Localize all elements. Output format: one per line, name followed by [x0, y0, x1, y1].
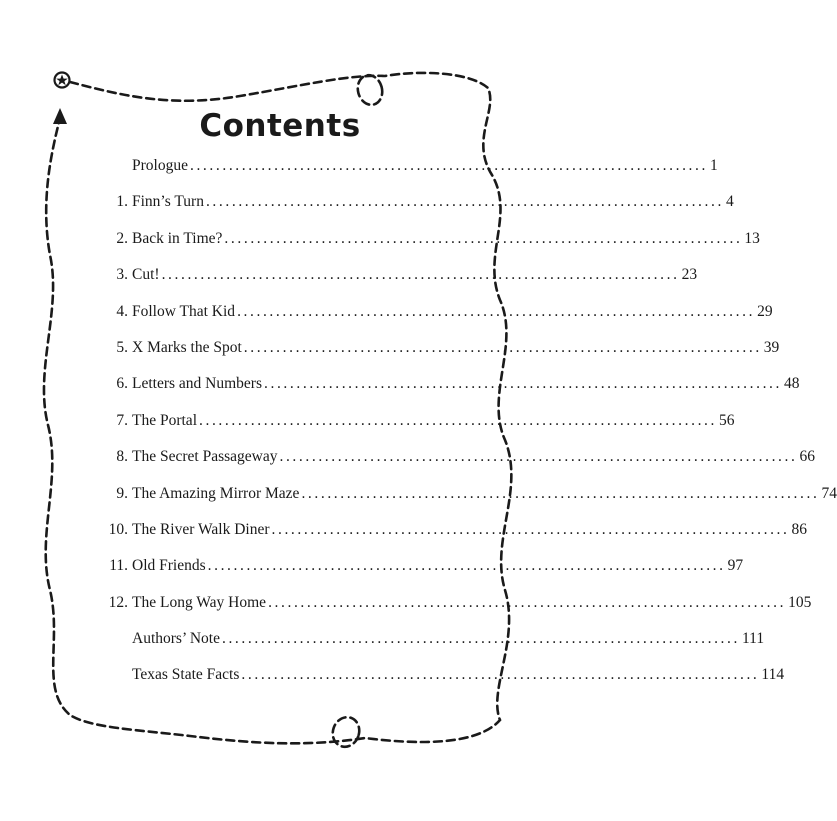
toc-entry-title: Cut!	[132, 266, 160, 284]
toc-dot-leader: ................................................................................	[243, 338, 762, 356]
toc-entry-number: 12.	[108, 593, 128, 611]
toc-entry-number: 7.	[116, 411, 128, 429]
toc-entry-number: 11.	[109, 557, 128, 575]
toc-entry	[96, 193, 734, 229]
toc-entry	[96, 666, 785, 702]
toc-entry	[96, 593, 812, 630]
toc-entry-number: 6.	[116, 375, 128, 393]
toc-dot-leader: ................................................................................	[271, 520, 790, 538]
toc-dot-leader: ................................................................................	[224, 229, 743, 247]
toc-dot-leader: ................................................................................	[241, 666, 760, 684]
toc-entry-page: 13	[744, 229, 760, 247]
toc-entry-number: 1.	[116, 193, 128, 211]
toc-entry-page: 86	[791, 520, 807, 538]
toc-entry-title: The River Walk Diner	[132, 520, 270, 538]
toc-entry-number: 4.	[116, 302, 128, 320]
toc-entry-page: 105	[788, 593, 812, 611]
toc-dot-leader: ................................................................................	[221, 630, 740, 648]
toc-entry-page: 111	[741, 630, 765, 648]
toc-entry-title: The Amazing Mirror Maze	[132, 484, 300, 502]
table-of-contents	[96, 157, 837, 703]
toc-entry	[96, 411, 735, 448]
toc-entry-number: 9.	[116, 484, 128, 502]
toc-entry-page: 97	[727, 557, 744, 575]
toc-entry	[96, 302, 773, 339]
star-start-icon	[55, 73, 70, 88]
toc-entry	[96, 448, 815, 484]
toc-entry-title: The Long Way Home	[132, 593, 267, 611]
toc-entry-title: Letters and Numbers	[132, 375, 262, 393]
trail-loop-bottom	[329, 713, 364, 750]
toc-entry	[96, 338, 780, 375]
toc-entry-page: 39	[763, 338, 780, 356]
toc-entry	[96, 557, 744, 593]
toc-entry	[96, 520, 807, 557]
toc-entry	[96, 484, 837, 521]
toc-entry-page: 1	[709, 157, 718, 174]
toc-entry-number: 8.	[116, 448, 128, 466]
toc-entry	[96, 630, 765, 666]
toc-dot-leader: ................................................................................	[207, 557, 726, 575]
toc-entry-page: 114	[761, 666, 785, 684]
toc-entry-title: Finn’s Turn	[132, 193, 204, 211]
toc-entry-number: 2.	[116, 229, 128, 247]
toc-entry-number: 3.	[116, 266, 128, 284]
toc-entry-title: X Marks the Spot	[132, 338, 242, 356]
toc-dot-leader: ................................................................................	[205, 193, 724, 211]
toc-dot-leader: ................................................................................	[161, 266, 680, 284]
toc-entry	[96, 157, 718, 193]
toc-entry-page: 48	[784, 375, 800, 393]
toc-entry-number: 5.	[116, 338, 128, 356]
toc-dot-leader: ................................................................................	[268, 593, 787, 611]
toc-entry-page: 56	[719, 411, 735, 429]
toc-dot-leader: ................................................................................	[189, 157, 708, 174]
toc-entry-title: The Secret Passageway	[132, 448, 278, 466]
page-title: Contents	[199, 108, 361, 144]
toc-entry-title: Old Friends	[132, 557, 206, 575]
toc-entry-title: Authors’ Note	[132, 630, 220, 648]
toc-entry-page: 29	[757, 302, 773, 320]
toc-entry	[96, 266, 698, 302]
toc-dot-leader: ................................................................................	[301, 484, 820, 502]
toc-entry-title: Prologue	[132, 157, 188, 174]
toc-entry-page: 66	[799, 448, 815, 466]
toc-entry-title: The Portal	[132, 411, 197, 429]
toc-entry-title: Follow That Kid	[132, 302, 236, 320]
toc-entry-page: 4	[725, 193, 734, 211]
toc-entry-page: 23	[681, 266, 698, 284]
toc-entry-number: 10.	[108, 520, 128, 538]
toc-dot-leader: ................................................................................	[264, 375, 782, 393]
toc-dot-leader: ................................................................................	[199, 411, 717, 429]
toc-dot-leader: ................................................................................	[279, 448, 798, 466]
toc-entry	[96, 375, 800, 411]
toc-entry-page: 74	[821, 484, 837, 502]
toc-entry-title: Back in Time?	[132, 229, 223, 247]
toc-entry-title: Texas State Facts	[132, 666, 240, 684]
toc-dot-leader: ................................................................................	[237, 302, 756, 320]
toc-entry	[96, 229, 760, 266]
